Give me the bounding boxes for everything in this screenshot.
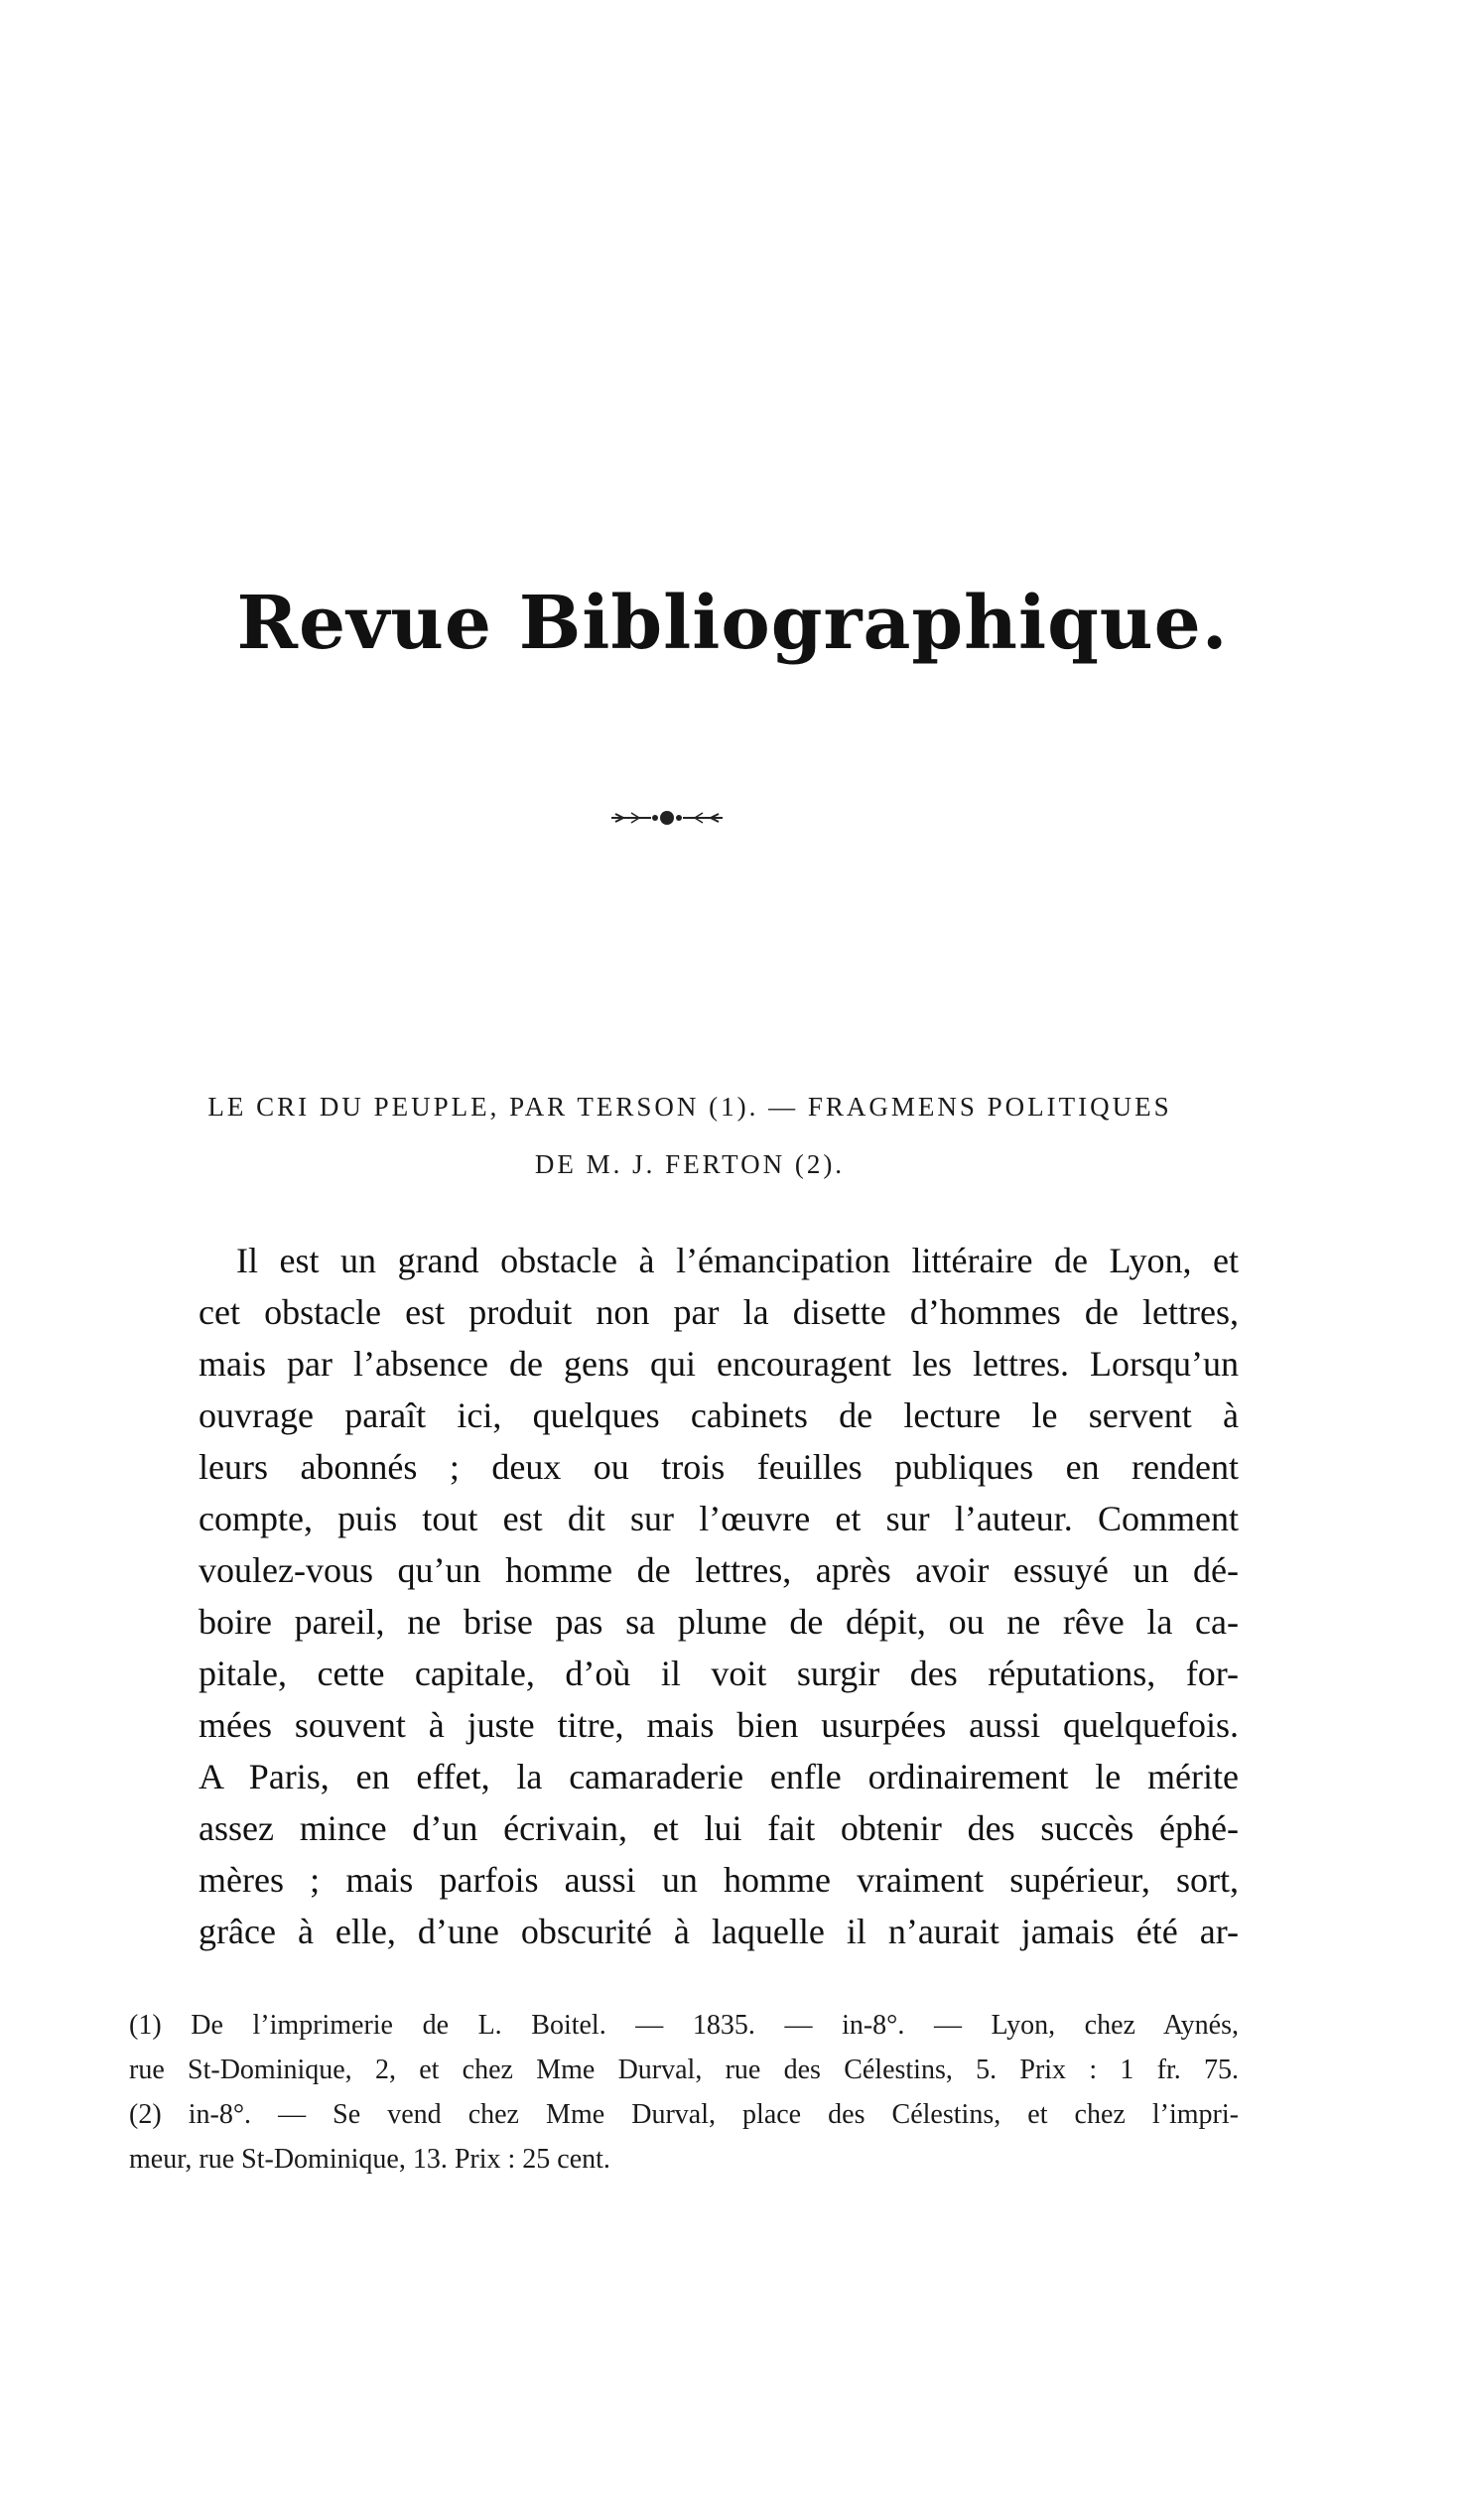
footnote-line: meur, rue St-Dominique, 13. Prix : 25 cent.	[129, 2144, 610, 2175]
page-title: Revue Bibliographique.	[236, 581, 1229, 666]
article-body	[199, 1235, 1239, 1957]
body-line: voulez-vous qu’un homme de lettres, après avoir essuyé un dé-	[199, 1550, 1239, 1590]
body-line: mées souvent à juste titre, mais bien usurpées aussi quelquefois.	[199, 1705, 1239, 1745]
body-line: pitale, cette capitale, d’où il voit surgir des réputations, for-	[199, 1654, 1239, 1693]
footnote-line: (2) in-8°. — Se vend chez Mme Durval, place des Célestins, et chez l’impri-	[129, 2099, 1239, 2130]
footnote-line: rue St-Dominique, 2, et chez Mme Durval, rue des Célestins, 5. Prix : 1 fr. 75.	[129, 2055, 1239, 2085]
body-line: assez mince d’un écrivain, et lui fait obtenir des succès éphé-	[199, 1808, 1239, 1848]
body-line: A Paris, en effet, la camaraderie enfle ordinairement le mérite	[199, 1757, 1239, 1796]
body-line: Il est un grand obstacle à l’émancipation littéraire de Lyon, et	[236, 1241, 1239, 1280]
body-line: grâce à elle, d’une obscurité à laquelle il n’aurait jamais été ar-	[199, 1912, 1239, 1951]
footnotes	[129, 2003, 1239, 2182]
body-line: leurs abonnés ; deux ou trois feuilles publiques en rendent	[199, 1447, 1239, 1487]
body-line: boire pareil, ne brise pas sa plume de dépit, ou ne rêve la ca-	[199, 1602, 1239, 1642]
footnote-line: (1) De l’imprimerie de L. Boitel. — 1835. — in-8°. — Lyon, chez Aynés,	[129, 2010, 1239, 2041]
body-line: ouvrage paraît ici, quelques cabinets de lecture le servent à	[199, 1395, 1239, 1435]
body-line: mais par l’absence de gens qui encouragent les lettres. Lorsqu’un	[199, 1344, 1239, 1384]
article-heading-line-1: LE CRI DU PEUPLE, PAR TERSON (1). — FRAGMENS POLITIQUES	[207, 1092, 1172, 1122]
body-line: compte, puis tout est dit sur l’œuvre et sur l’auteur. Comment	[199, 1499, 1239, 1538]
body-line: cet obstacle est produit non par la disette d’hommes de lettres,	[199, 1292, 1239, 1332]
article-heading-line-2: DE M. J. FERTON (2).	[534, 1149, 846, 1179]
body-line: mères ; mais parfois aussi un homme vraiment supérieur, sort,	[199, 1860, 1239, 1900]
ornament-divider	[607, 806, 727, 830]
